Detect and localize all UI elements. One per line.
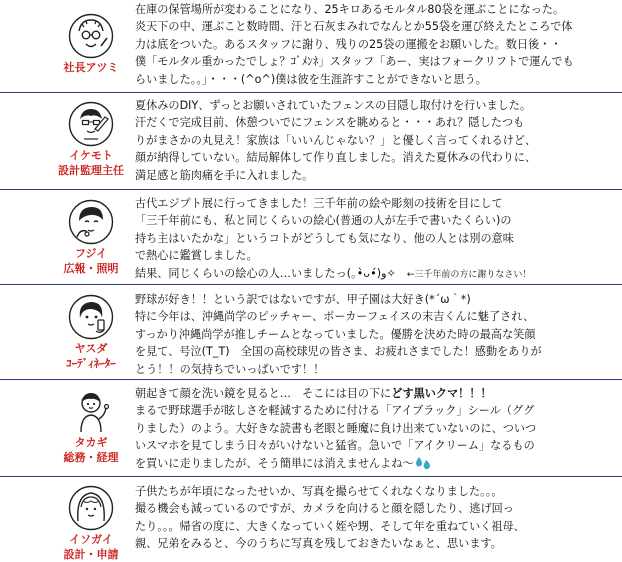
entry-line	[135, 455, 613, 472]
entry-line-text: 朝起きて顔を洗い鏡を見ると… そこには目の下に	[135, 387, 392, 400]
staff-entry	[0, 285, 622, 380]
entry-line: らいました。。」・・・(^o^)僕は彼を生涯許すことができないと思う。	[135, 72, 487, 86]
entry-line: 汗だくで完成目前、休憩ついでにフェンスを眺めると・・・あれ？隠したつも	[135, 116, 525, 130]
entry-text	[135, 291, 613, 378]
phone-face-icon	[68, 294, 114, 340]
entry-text	[135, 97, 613, 184]
staff-name: イケモト	[69, 149, 113, 162]
entry-line: 撮る機会も減っているのですが、カメラを向けると顔を隠したり、逃げ回っ	[135, 502, 514, 516]
staff-entry	[0, 0, 622, 93]
entry-text	[135, 195, 613, 284]
water-drops-icon	[415, 456, 431, 469]
staff-role: ｺｰﾃﾞｨﾈｰﾀｰ	[66, 357, 116, 370]
entry-line: 「三千年前にも、私と同じくらいの絵心(普通の人が左手で書いたくらい)の	[135, 214, 512, 228]
entry-side-note: ←三千年前の方に謝りなさい！	[406, 269, 532, 280]
entry-text	[135, 483, 613, 553]
entry-line: 夏休みのDIY、ずっとお願いされていたフェンスの目隠し取付けを行いました。	[135, 99, 532, 112]
entry-line-text: を買いに走りましたが、そう簡単には消えませんよね～	[135, 456, 414, 470]
entry-line: 古代エジプト展に行ってきました！三千年前の絵や彫刻の技術を目にして	[135, 197, 503, 210]
staff-name: フジイ	[74, 247, 107, 260]
staff-profile	[50, 294, 132, 371]
staff-entry	[0, 93, 622, 190]
staff-name: 社長アツミ	[63, 61, 119, 74]
entry-line: すっかり沖縄尚学が推しチームとなっていました。優勝を決めた時の最高な笑顔	[135, 327, 536, 341]
entry-emphasis: どす黒いクマ！！！	[391, 387, 492, 400]
entry-line: 野球が好き！！という訳ではないですが、甲子園は大好き(*´ω｀*)	[135, 293, 471, 306]
staff-name: ヤスダ	[74, 342, 108, 355]
entry-line: りがまさかの丸見え！家族は「いいんじゃない？」と優しく言ってくれるけど、	[135, 133, 537, 147]
entry-line: まるで野球選手が眩しさを軽減するために付ける「アイブラック」シール（ググ	[135, 404, 535, 418]
entry-line: 僕「モルタル重かったでしょ？ｺﾞﾒﾝﾈ」スタッフ「あー、実はフォークリフトで運んでも	[135, 55, 574, 69]
staff-name: イソガイ	[69, 533, 113, 546]
entry-line: 特に今年は、沖縄尚学のピッチャー、ポーカーフェイスの末吉くんに魅了され、	[135, 310, 535, 324]
entry-line: りました）のよう。大好きな読書も老眼と睡魔に負け出来ていないのに、ついつ	[135, 421, 537, 435]
entry-line	[135, 265, 613, 284]
entry-line: 力は底をついた。あるスタッフに謝り、残りの25袋の運搬をお願いした。数日後・・	[135, 37, 562, 51]
staff-profile	[50, 199, 132, 276]
staff-entry	[0, 190, 622, 285]
entry-line: 親、兄弟をみると、今のうちに写真を残しておきたいなぁと、思います。	[135, 537, 502, 551]
staff-profile	[50, 101, 132, 178]
thinking-face-icon	[68, 199, 114, 245]
entry-line: たり。。。帰省の度に、大きくなっていく姪や甥、そして年を重ねていく祖母、	[135, 519, 525, 533]
entry-line: 満足感と筋肉痛を手に入れました。	[135, 168, 314, 182]
long-hair-face-icon	[68, 485, 114, 531]
entry-line: で熱心に鑑賞しました。	[135, 249, 258, 263]
staff-profile	[50, 485, 132, 562]
staff-role: 設計監理主任	[58, 164, 124, 177]
staff-profile	[50, 388, 132, 465]
staff-entry	[0, 477, 622, 559]
entry-line: いスマホを見てしまう日々がいけないと猛省。急いで「アイクリーム」なるもの	[135, 439, 535, 453]
entry-line: 炎天下の中、運ぶこと数時間、汗と石灰まみれでなんとか55袋を運び終えたところで体	[135, 20, 573, 34]
entry-text	[135, 1, 613, 88]
entry-line: 子供たちが年頃になったせいか、写真を撮らせてくれなくなりました。。。	[135, 485, 503, 498]
glasses-face-icon	[68, 13, 114, 59]
staff-name: タカギ	[74, 436, 108, 449]
entry-line: を見て、号泣(T_T) 全国の高校球児の皆さま、お疲れさまでした！感動をありが	[135, 345, 542, 359]
entry-line: 在庫の保管場所が変わることになり、25キロあるモルタル80袋を運ぶことになった。	[135, 3, 565, 16]
entry-line: 顔が納得していない。結局解体して作り直しました。消えた夏休みの代わりに、	[135, 151, 537, 165]
entry-line: とう！！の気持ちでいっぱいです！！	[135, 362, 325, 376]
staff-role: 設計・申請	[63, 548, 119, 561]
staff-role: 総務・経理	[63, 451, 119, 464]
entry-line: 持ち主はいたかな」というコトがどうしても気になり、他の人とは別の意味	[135, 231, 514, 245]
drafting-face-icon	[68, 101, 114, 147]
staff-role: 広報・照明	[63, 262, 119, 275]
staff-profile	[50, 13, 132, 75]
entry-line	[135, 385, 613, 402]
entry-line-text: 結果、同じくらいの絵心の人…いましたっ(｡•̀ᴗ•́)و✧	[135, 266, 396, 280]
waving-person-icon	[68, 388, 114, 434]
staff-entry	[0, 380, 622, 477]
entry-text	[135, 385, 613, 472]
